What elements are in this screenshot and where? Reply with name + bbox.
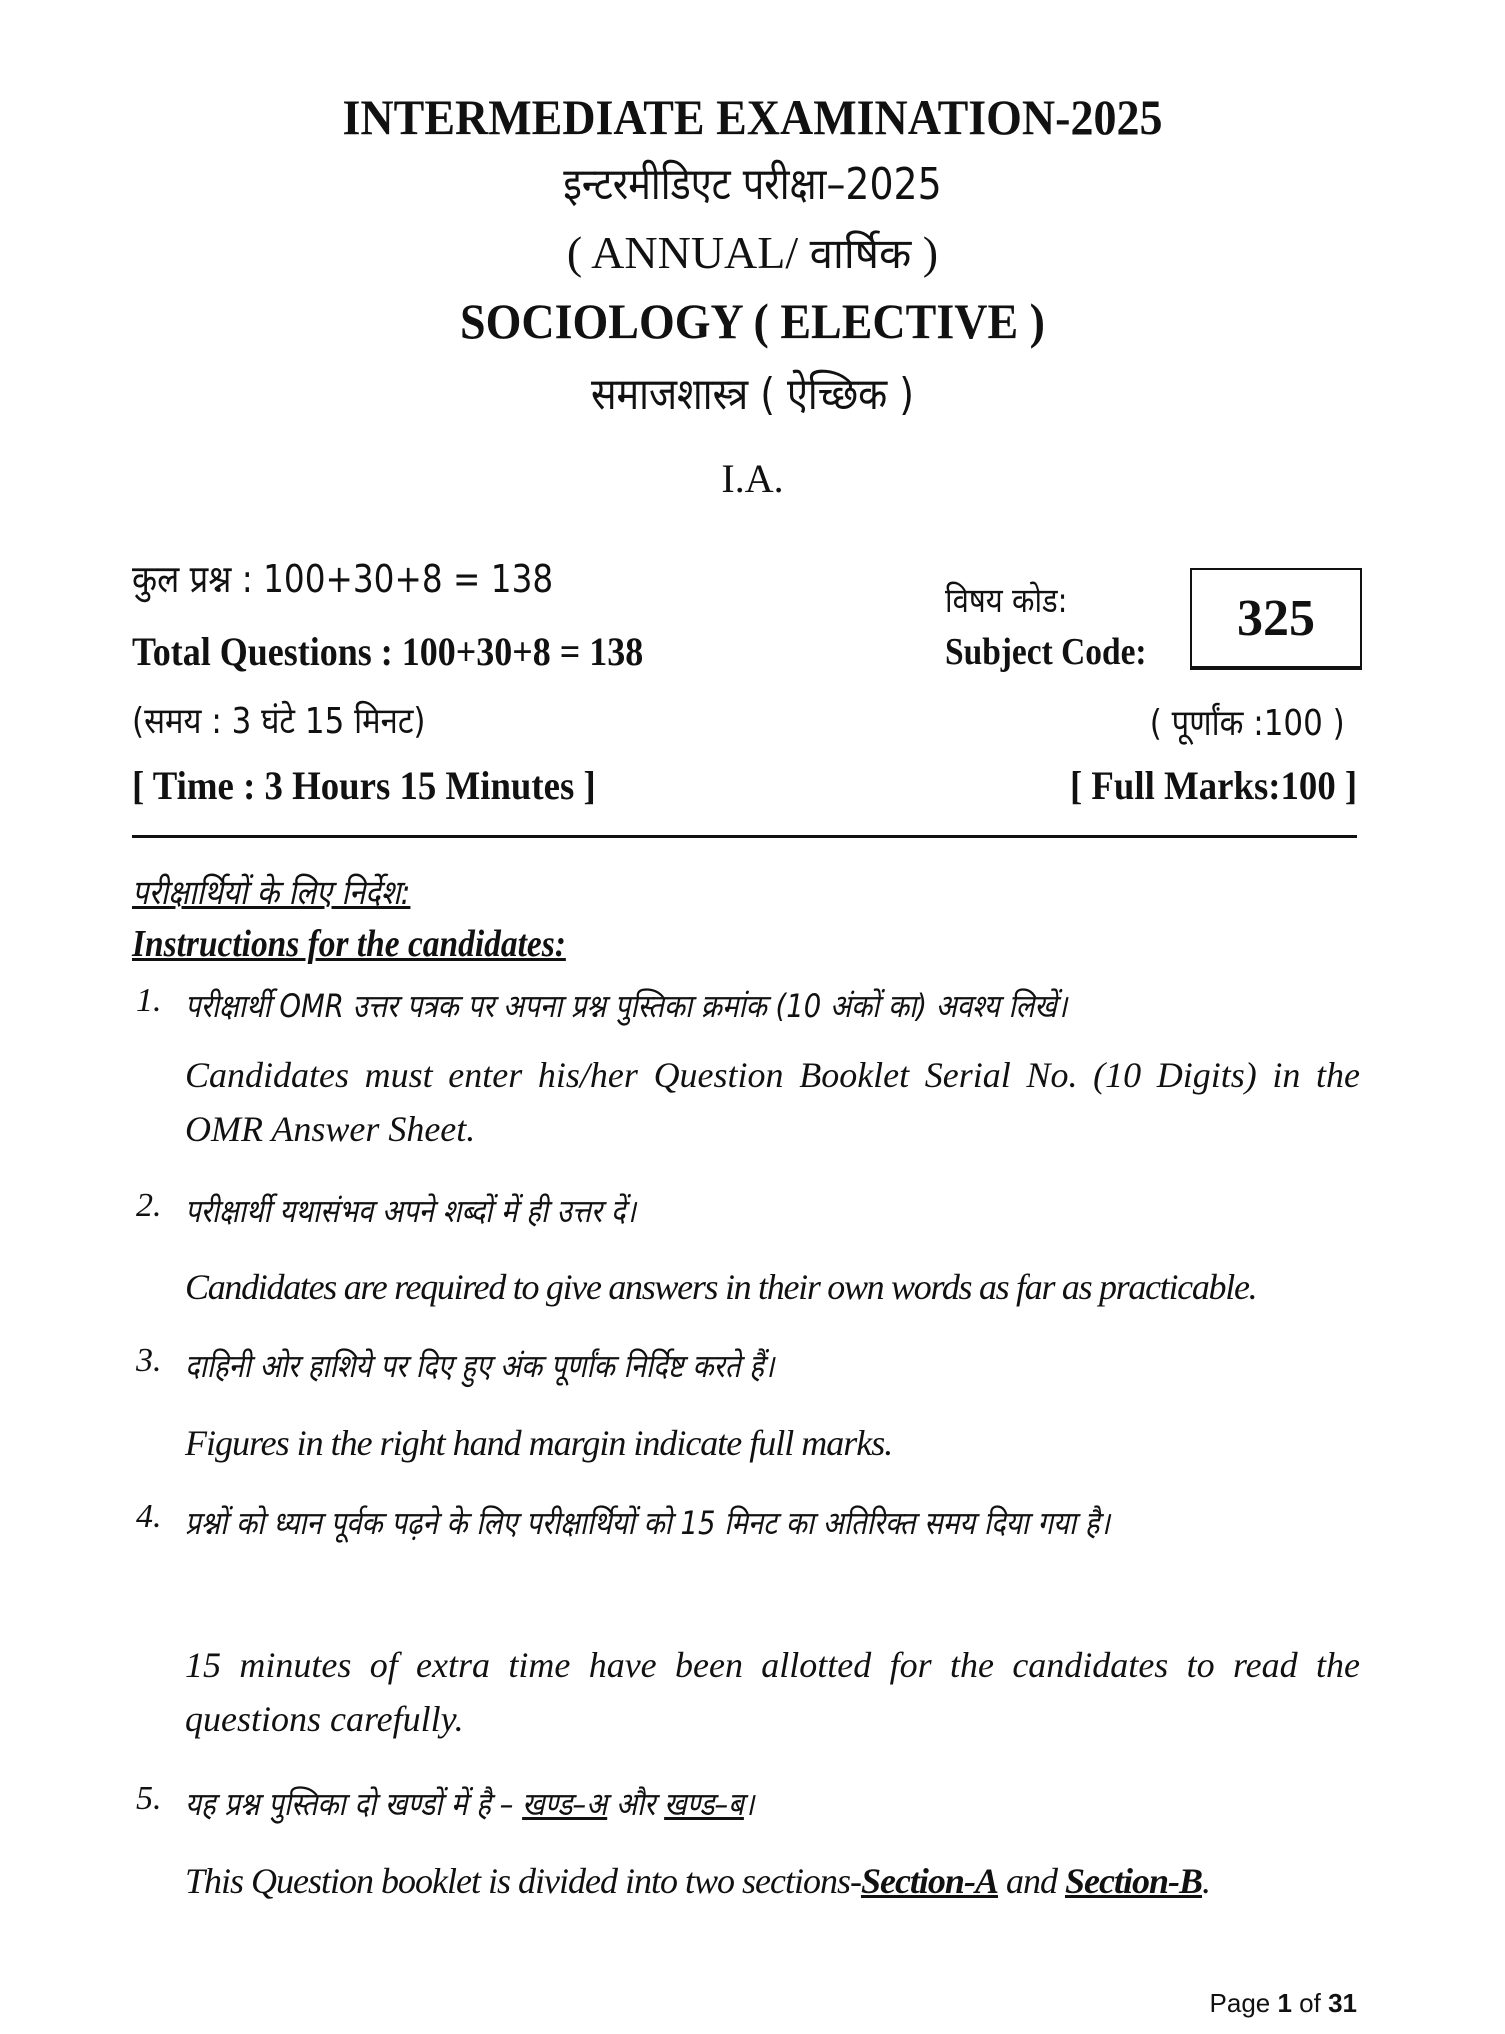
instruction-english: Figures in the right hand margin indicate full marks. bbox=[185, 1423, 893, 1463]
total-questions: Total Questions : 100+30+8 = 138 bbox=[132, 629, 644, 674]
full-marks: [ Full Marks:100 ] bbox=[1069, 763, 1357, 808]
time-hindi: (समय : 3 घंटे 15 मिनट) bbox=[132, 701, 426, 742]
instruction-english-prefix: This Question booklet is divided into two sections- bbox=[185, 1861, 861, 1901]
instruction-hindi-suffix: । bbox=[743, 1785, 755, 1823]
instruction-english: 15 minutes of extra time have been allotted for the candidates to read the questions carefully. bbox=[185, 1645, 1360, 1739]
instructions-heading: Instructions for the candidates: bbox=[132, 923, 566, 965]
section-a-hindi: खण्ड–अ bbox=[522, 1785, 608, 1823]
exam-type bbox=[0, 224, 1505, 281]
page-current: 1 bbox=[1277, 1988, 1292, 2018]
subject-code-label-hindi: विषय कोड: bbox=[945, 581, 1068, 621]
page-number bbox=[1210, 1988, 1357, 2019]
subject-title-hindi: समाजशास्त्र ( ऐच्छिक ) bbox=[590, 369, 915, 420]
instruction-number: 3. bbox=[136, 1342, 162, 1379]
page-prefix: Page bbox=[1209, 1988, 1278, 2018]
page-mid: of bbox=[1291, 1988, 1329, 2018]
instruction-english bbox=[185, 1854, 1360, 1908]
total-questions-hindi: कुल प्रश्न : 100+30+8 = 138 bbox=[132, 557, 554, 601]
instruction-hindi: दाहिनी ओर हाशिये पर दिए हुए अंक पूर्णांक निर्दिष्ट करते हैं। bbox=[185, 1347, 775, 1385]
instruction-hindi bbox=[185, 1782, 754, 1825]
instruction-number: 1. bbox=[136, 982, 162, 1019]
instruction-hindi: प्रश्नों को ध्यान पूर्वक पढ़ने के लिए परीक्षार्थियों को 15 मिनट का अतिरिक्त समय दिया गया है। bbox=[185, 1504, 1110, 1542]
instructions-heading-hindi: परीक्षार्थियों के लिए निर्देश: bbox=[132, 873, 411, 913]
instruction-hindi-and: और bbox=[607, 1785, 665, 1823]
exam-type-close: ) bbox=[911, 227, 939, 278]
page-total: 31 bbox=[1328, 1988, 1357, 2018]
instruction-english-and: and bbox=[997, 1861, 1065, 1901]
instruction-english: Candidates must enter his/her Question Booklet Serial No. (10 Digits) in the OMR Answer Sheet. bbox=[185, 1055, 1360, 1149]
instruction-hindi: परीक्षार्थी OMR उत्तर पत्रक पर अपना प्रश्न पुस्तिका क्रमांक (10 अंकों का) अवश्य लिखें। bbox=[185, 987, 1068, 1025]
instruction-number: 4. bbox=[136, 1498, 162, 1535]
full-marks-hindi: ( पूर्णांक :100 ) bbox=[1150, 703, 1345, 744]
exam-type-hi: वार्षिक bbox=[809, 229, 912, 278]
instruction-number: 2. bbox=[136, 1187, 162, 1224]
exam-title-hindi: इन्टरमीडिएट परीक्षा–2025 bbox=[563, 159, 942, 210]
class-label: I.A. bbox=[721, 456, 784, 501]
instruction-english: Candidates are required to give answers in their own words as far as practicable. bbox=[185, 1267, 1257, 1307]
section-b: Section-B bbox=[1064, 1861, 1202, 1901]
instruction-number: 5. bbox=[136, 1780, 162, 1817]
header-divider bbox=[132, 835, 1357, 838]
exam-type-en: ( ANNUAL/ bbox=[566, 227, 810, 278]
subject-code-label: Subject Code: bbox=[945, 631, 1147, 673]
instruction-hindi: परीक्षार्थी यथासंभव अपने शब्दों में ही उत्तर दें। bbox=[185, 1192, 636, 1230]
section-b-hindi: खण्ड–ब bbox=[664, 1785, 744, 1823]
instruction-hindi-prefix: यह प्रश्न पुस्तिका दो खण्डों में है – bbox=[185, 1785, 523, 1823]
time-allowed: [ Time : 3 Hours 15 Minutes ] bbox=[132, 763, 596, 808]
section-a: Section-A bbox=[860, 1861, 998, 1901]
exam-title: INTERMEDIATE EXAMINATION-2025 bbox=[342, 89, 1163, 145]
subject-title: SOCIOLOGY ( ELECTIVE ) bbox=[460, 293, 1045, 349]
instruction-english-suffix: . bbox=[1201, 1861, 1210, 1901]
subject-code-box: 325 bbox=[1190, 568, 1362, 670]
